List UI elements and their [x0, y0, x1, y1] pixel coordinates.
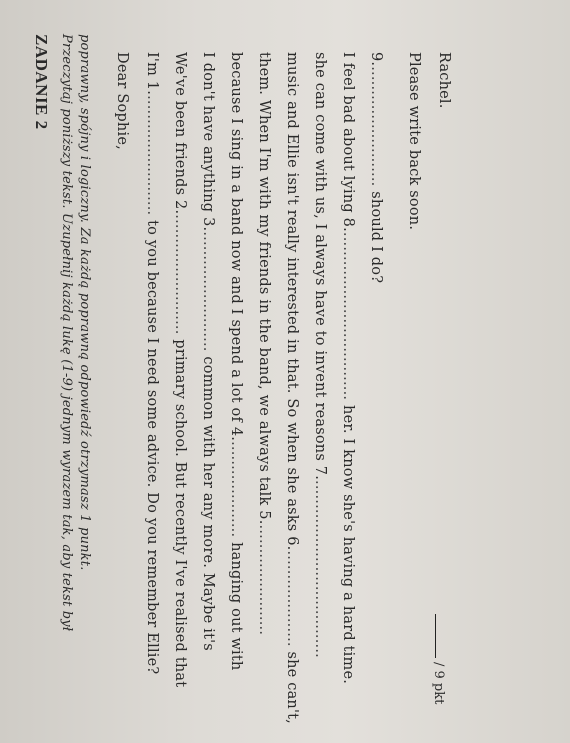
letter-line-9: 9.......................... should I do? [368, 52, 384, 284]
letter-greeting: Dear Sophie, [114, 52, 130, 150]
instructions-line-2: poprawny, spójny i logiczny. Za każdą poprawną odpowiedź otrzymasz 1 punkt. [77, 34, 92, 571]
gap-1[interactable]: ......................... [144, 95, 160, 216]
gap-7[interactable]: ..................................... [312, 480, 328, 658]
gap-6[interactable]: .................... [284, 550, 300, 647]
instructions-line-1: Przeczytaj poniższy tekst. Uzupełnij każdą lukę (1-9) jednym wyrazem tak, aby tekst był [59, 34, 74, 632]
letter-line-6: music and Ellie isn't really interested in that. So when she asks 6..................... she can't, [284, 52, 300, 724]
gap-5[interactable]: ....................... [256, 524, 272, 636]
letter-line-8: I feel bad about lying 8.................................... her. I know she's having a hard time. [340, 52, 356, 685]
score-box [431, 614, 446, 704]
letter-line-1: I'm 1.......................... to you because I need some advice. Do you remember Ellie? [144, 52, 160, 675]
task-title: ZADANIE 2 [32, 34, 51, 130]
gap-9[interactable]: ......................... [368, 66, 384, 187]
gap-8[interactable]: ................................... [340, 231, 356, 401]
letter-signature: Rachel. [436, 52, 452, 109]
letter-line-2: We've been friends 2.......................... primary school. But recently I've realised that [172, 52, 188, 688]
letter-line-7: she can come with us, I always have to invent reasons 7...................................... [312, 52, 328, 658]
letter-line-3: I don't have anything 3.......................... common with her any more. Maybe it's [200, 52, 216, 651]
letter-line-5: them. When I'm with my friends in the band, we always talk 5........................ [256, 52, 272, 636]
gap-4[interactable]: .................... [228, 441, 244, 538]
gap-2[interactable]: ......................... [172, 214, 188, 335]
score-label: / 9 pkt [431, 662, 446, 705]
letter-line-4: because I sing in a band now and I spend a lot of 4..................... hanging out with [228, 52, 244, 671]
score-blank[interactable] [435, 614, 436, 658]
letter-closing: Please write back soon. [406, 52, 422, 231]
gap-3[interactable]: ......................... [200, 231, 216, 352]
